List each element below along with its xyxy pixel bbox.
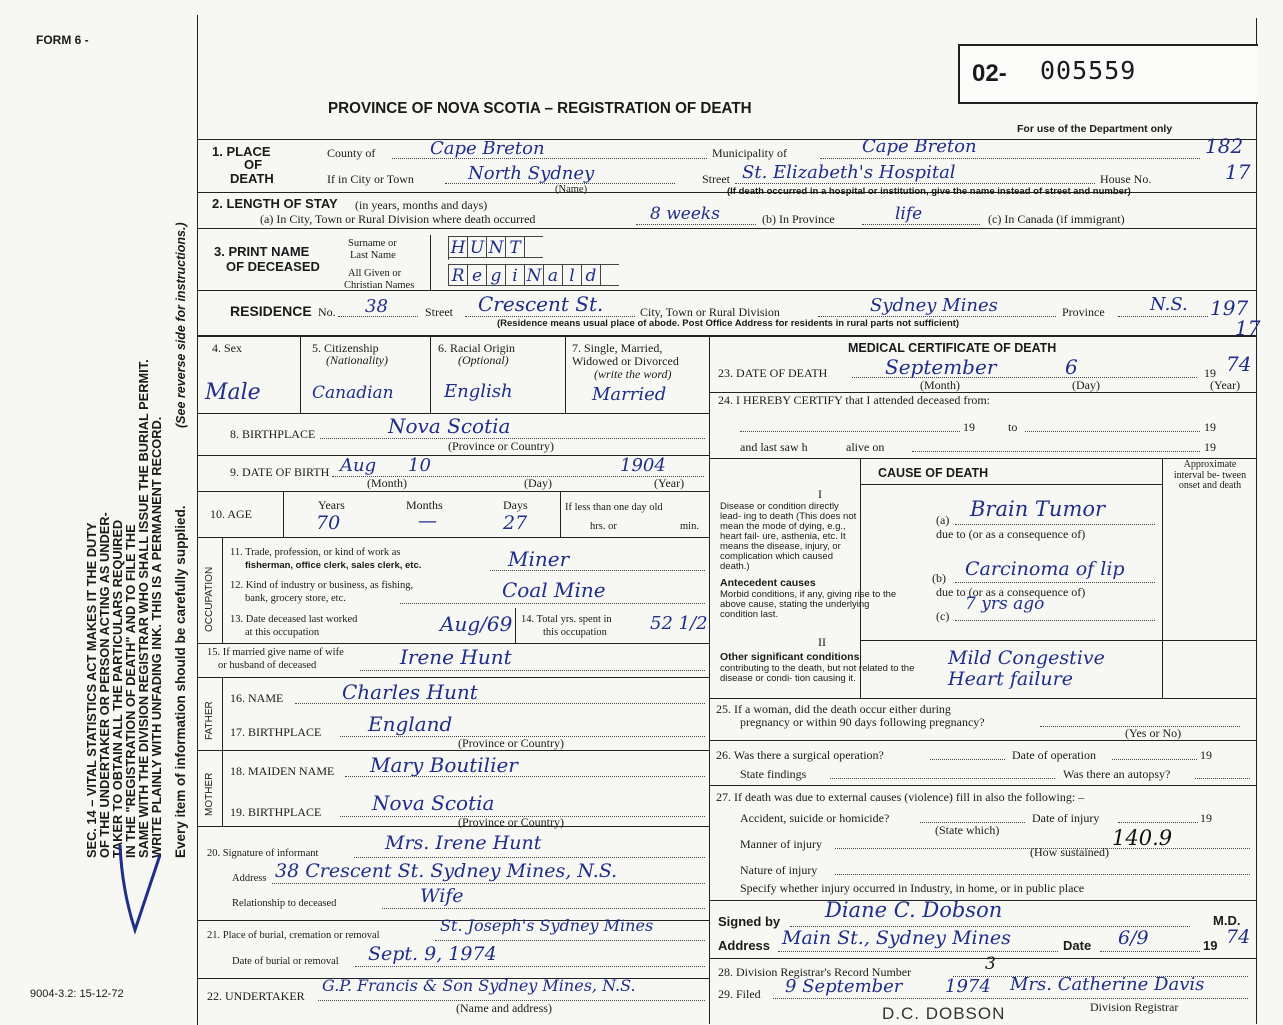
state-which-caption: (State which) [935, 823, 1000, 837]
specify-injury-label: Specify whether injury occurred in Industry, in home, or in public place [740, 881, 1085, 895]
nature-injury-label: Nature of injury [740, 863, 818, 877]
other-conditions-label: Other significant conditions [720, 651, 860, 663]
external-causes-label: 27. If death was due to external causes (violence) fill in also the following: – [716, 790, 1085, 804]
father-name-label: 16. NAME [230, 691, 284, 705]
registrar-signature: Mrs. Catherine Davis [1010, 974, 1205, 995]
division-registrar-caption: Division Registrar [1090, 1000, 1179, 1014]
residence-label: RESIDENCE [230, 303, 312, 319]
given-letter-box: e [467, 264, 486, 286]
father-birthplace-label: 17. BIRTHPLACE [230, 725, 322, 739]
autopsy-label: Was there an autopsy? [1063, 767, 1171, 781]
approximate-interval-label: Approximate interval be- tween onset and death [1173, 459, 1247, 491]
print-name-label: 3. PRINT NAME [214, 244, 310, 259]
date-injury-label: Date of injury [1032, 811, 1100, 825]
nationality-label: (Nationality) [326, 353, 388, 367]
birthplace-label: 8. BIRTHPLACE [230, 427, 316, 441]
morbid-description: Morbid conditions, if any, giving rise to the above cause, stating the underlying condition last. [720, 589, 897, 620]
birthplace-value: Nova Scotia [388, 414, 511, 438]
roman-one: I [818, 487, 822, 501]
surname-letter-box: U [467, 236, 486, 258]
form-title: PROVINCE OF NOVA SCOTIA – REGISTRATION OF DEATH [328, 100, 752, 117]
informant-label: 20. Signature of informant [207, 848, 319, 859]
disease-description: Disease or condition directly lead- ing to death (This does not mean the mode of dying, e.g., heart fail- ure, asthenia, etc. It means the disease, injury, or complication which caused death.) [720, 501, 857, 572]
trade-value: Miner [508, 547, 570, 571]
age-label: 10. AGE [210, 507, 252, 521]
min-label: min. [680, 521, 699, 532]
last-worked-value: Aug/69 [440, 612, 513, 636]
woman-label-2: pregnancy or within 90 days following pregnancy? [740, 715, 985, 729]
hospital-note: (If death occurred in a hospital or institution, give the name instead of street and number) [727, 186, 1131, 197]
house-label: House No. [1100, 172, 1152, 186]
side-instruction-5: SAME WITH THE DIVISION REGISTRAR WHO SHALL ISSUE THE BURIAL PERMIT. [136, 359, 151, 858]
industry-label-2: bank, grocery store, etc. [245, 593, 346, 604]
residence-city-value: Sydney Mines [870, 295, 998, 316]
record-number-value: 3 [985, 954, 996, 974]
antecedent-label: Antecedent causes [720, 577, 816, 589]
signed-by-label: Signed by [718, 914, 781, 929]
county-value: Cape Breton [430, 138, 545, 159]
given-letter-box: i [505, 264, 524, 286]
burial-date-label: Date of burial or removal [232, 956, 339, 967]
roman-two: II [818, 635, 826, 649]
residence-province-value: N.S. [1150, 294, 1188, 315]
last-saw-label: and last saw h [740, 440, 808, 454]
surgical-label: 26. Was there a surgical operation? [716, 748, 884, 762]
age-months-value: — [418, 510, 437, 532]
dob-year-caption: (Year) [654, 476, 685, 490]
undertaker-label: 22. UNDERTAKER [207, 989, 305, 1003]
given-label: All Given or [348, 268, 402, 279]
sign-address-value: Main St., Sydney Mines [782, 927, 1011, 949]
racial-value: English [444, 381, 513, 402]
surname-letter-box: N [486, 236, 505, 258]
manner-injury-label: Manner of injury [740, 837, 822, 851]
certify-to-19: 19 [1204, 420, 1216, 434]
mother-side-label: MOTHER [204, 772, 215, 816]
place-label: 1. PLACE [212, 144, 271, 159]
father-side-label: FATHER [204, 701, 215, 740]
length-a-label: (a) In City, Town or Rural Division where death occurred [260, 212, 536, 226]
registration-prefix: 02- [972, 60, 1007, 87]
residence-city-label: City, Town or Rural Division [640, 305, 780, 319]
burial-date-value: Sept. 9, 1974 [368, 943, 497, 965]
dept-code-1: 182 [1205, 134, 1244, 158]
industry-value: Coal Mine [502, 578, 606, 602]
certify-to: to [1008, 420, 1018, 434]
due-to-1: due to (or as a consequence of) [936, 527, 1086, 541]
mother-birthplace-caption: (Province or Country) [458, 815, 564, 829]
wife-label-1: 15. If married give name of wife [207, 647, 344, 658]
age-days-label: Days [503, 498, 528, 512]
death-month-caption: (Month) [920, 378, 960, 392]
length-b-label: (b) In Province [762, 212, 835, 226]
sign-address-label: Address [718, 938, 771, 953]
residence-no-value: 38 [365, 296, 388, 317]
surname-label: Surname or [348, 238, 397, 249]
side-every-item: Every item of information should be carefully supplied. [173, 505, 188, 858]
street-label: Street [702, 172, 730, 186]
cause-of-death-title: CAUSE OF DEATH [878, 466, 989, 480]
surname-letter-box [524, 236, 543, 258]
total-years-label-1: 14. Total yrs. spent in [521, 614, 612, 625]
industry-label-1: 12. Kind of industry or business, as fishing, [230, 580, 414, 591]
mother-maiden-value: Mary Boutilier [370, 753, 518, 777]
filed-date-value: 9 September [785, 976, 903, 997]
stay-province-value: life [895, 204, 923, 224]
sex-label: 4. Sex [212, 341, 242, 355]
death-day-value: 6 [1065, 355, 1078, 379]
place-of-label: OF [244, 157, 263, 172]
due-to-2: due to (or as a consequence of) [936, 585, 1086, 599]
sign-year-prefix: 19 [1203, 938, 1218, 953]
wife-label-2: or husband of deceased [218, 660, 317, 671]
age-days-value: 27 [503, 512, 528, 534]
accident-label: Accident, suicide or homicide? [740, 811, 890, 825]
sex-value: Male [205, 380, 261, 405]
trade-label-1: 11. Trade, profession, or kind of work as [230, 547, 401, 558]
relationship-value: Wife [420, 885, 464, 907]
cause-b-marker: (b) [932, 571, 946, 585]
dept-code-2: 17 [1225, 160, 1251, 184]
dob-year-value: 1904 [620, 455, 666, 476]
given-letter-box: g [486, 264, 505, 286]
birthplace-caption: (Province or Country) [448, 439, 554, 453]
cause-b2-value: 7 yrs ago [965, 594, 1045, 614]
stay-city-value: 8 weeks [650, 204, 720, 224]
how-sustained-caption: (How sustained) [1030, 845, 1109, 859]
alive-on-label: alive on [846, 440, 885, 454]
of-deceased-label: OF DECEASED [226, 259, 320, 274]
operation-19: 19 [1200, 748, 1212, 762]
given-letter-box [600, 264, 619, 286]
signed-by-value: Diane C. Dobson [825, 898, 1003, 922]
racial-label: 6. Racial Origin [438, 341, 515, 355]
given-letter-box: l [562, 264, 581, 286]
date-operation-label: Date of operation [1012, 748, 1096, 762]
citizenship-label: 5. Citizenship [312, 341, 379, 355]
burial-place-value: St. Joseph's Sydney Mines [440, 916, 654, 935]
last-name-label: Last Name [350, 250, 396, 261]
given-letter-box: N [524, 264, 543, 286]
surname-letter-box: T [505, 236, 524, 258]
death-year-value: 74 [1226, 352, 1252, 376]
occupation-side-label: OCCUPATION [204, 566, 215, 632]
residence-province-label: Province [1062, 305, 1105, 319]
father-birthplace-caption: (Province or Country) [458, 736, 564, 750]
christian-label: Christian Names [344, 280, 415, 291]
marital-value: Married [592, 384, 667, 405]
sign-date-value: 6/9 [1118, 927, 1149, 949]
death-year-prefix: 19 [1204, 366, 1216, 380]
registration-number-box [958, 44, 1258, 104]
dept-code-3: 197 [1210, 296, 1249, 320]
other-condition-1: Mild Congestive [948, 647, 1105, 669]
last-worked-label-1: 13. Date deceased last worked [230, 614, 358, 625]
side-instruction-4: IN THE "REGISTRATION OF DEATH" AND TO FILE THE [123, 524, 138, 858]
less-day-label: If less than one day old [565, 502, 663, 513]
manner-code-value: 140.9 [1112, 826, 1173, 850]
department-use: For use of the Department only [1017, 123, 1173, 135]
marital-label-2: Widowed or Divorced [572, 354, 679, 368]
death-year-caption: (Year) [1210, 378, 1241, 392]
death-day-caption: (Day) [1072, 378, 1100, 392]
mother-birthplace-value: Nova Scotia [372, 791, 495, 815]
informant-address-value: 38 Crescent St. Sydney Mines, N.S. [275, 860, 618, 882]
dept-code-4: 17 [1235, 316, 1261, 340]
name-caption: (Name) [555, 184, 588, 195]
alive-on-19: 19 [1204, 440, 1216, 454]
age-years-value: 70 [316, 512, 341, 534]
death-month-value: September [885, 355, 997, 379]
dob-day-caption: (Day) [524, 476, 552, 490]
mother-birthplace-label: 19. BIRTHPLACE [230, 805, 322, 819]
side-instruction-3: TAKER TO OBTAIN ALL THE PARTICULARS REQUIRED [110, 519, 125, 858]
city-value: North Sydney [468, 163, 595, 184]
place-death-label: DEATH [230, 171, 274, 186]
burial-place-label: 21. Place of burial, cremation or removal [207, 930, 380, 941]
trade-label-2: fisherman, office clerk, sales clerk, etc. [245, 560, 422, 571]
dob-day-value: 10 [408, 455, 431, 476]
filed-label: 29. Filed [718, 987, 761, 1001]
surname-letter-box: H [448, 236, 467, 258]
relationship-label: Relationship to deceased [232, 898, 337, 909]
other-conditions-description: contributing to the death, but not related to the disease or condi- tion causing it. [720, 663, 915, 684]
total-years-value: 52 1/2 [650, 613, 708, 634]
residence-street-value: Crescent St. [478, 292, 604, 316]
municipality-value: Cape Breton [862, 136, 977, 157]
side-instruction-6: WRITE PLAINLY WITH UNFADING INK. THIS IS A PERMANENT RECORD. [149, 416, 164, 858]
undertaker-caption: (Name and address) [456, 1001, 552, 1015]
optional-label: (Optional) [458, 353, 509, 367]
cause-a-value: Brain Tumor [970, 497, 1106, 521]
side-see-reverse: (See reverse side for instructions.) [174, 222, 188, 428]
record-number-label: 28. Division Registrar's Record Number [718, 965, 912, 979]
check-mark [100, 830, 180, 940]
other-condition-2: Heart failure [948, 668, 1073, 690]
street-value: St. Elizabeth's Hospital [742, 162, 956, 183]
undertaker-value: G.P. Francis & Son Sydney Mines, N.S. [322, 976, 636, 995]
age-months-label: Months [406, 498, 443, 512]
father-birthplace-value: England [368, 712, 453, 736]
length-note: (in years, months and days) [355, 198, 488, 212]
certify-from-19: 19 [963, 420, 975, 434]
form-number: FORM 6 - [36, 33, 89, 47]
state-findings-label: State findings [740, 767, 807, 781]
dob-month-value: Aug [340, 455, 377, 476]
date-of-death-label: 23. DATE OF DEATH [718, 366, 828, 380]
md-label: M.D. [1213, 913, 1241, 928]
dob-label: 9. DATE OF BIRTH [230, 465, 330, 479]
stamp-dobson: D.C. DOBSON [882, 1004, 1006, 1023]
registration-number: 005559 [1040, 56, 1137, 85]
city-label: If in City or Town [327, 172, 414, 186]
dob-month-caption: (Month) [367, 476, 407, 490]
marital-label-1: 7. Single, Married, [572, 341, 663, 355]
sign-date-label: Date [1063, 938, 1092, 953]
form-code: 9004-3.2: 15-12-72 [30, 988, 124, 1000]
father-name-value: Charles Hunt [342, 680, 478, 704]
residence-no-label: No. [318, 305, 336, 319]
woman-label-1: 25. If a woman, did the death occur either during [716, 702, 951, 716]
last-worked-label-2: at this occupation [245, 627, 320, 638]
given-letter-box: d [581, 264, 600, 286]
mother-maiden-label: 18. MAIDEN NAME [230, 764, 335, 778]
marital-label-3: (write the word) [594, 367, 672, 381]
residence-street-label: Street [425, 305, 453, 319]
medical-certificate-title: MEDICAL CERTIFICATE OF DEATH [848, 341, 1057, 355]
age-years-label: Years [318, 498, 345, 512]
hrs-label: hrs. or [590, 521, 617, 532]
side-instruction-2: OF THE UNDERTAKER OR PERSON ACTING AS UNDER- [97, 512, 112, 858]
residence-note: (Residence means usual place of abode. Post Office Address for residents in rural parts not sufficient) [497, 318, 960, 329]
yes-no-caption: (Yes or No) [1125, 726, 1182, 740]
cause-b-value: Carcinoma of lip [965, 558, 1125, 580]
side-instruction-1: SEC. 14 – VITAL STATISTICS ACT MAKES IT THE DUTY [84, 522, 99, 858]
citizenship-value: Canadian [312, 383, 394, 403]
given-letter-box: a [543, 264, 562, 286]
informant-address-label: Address [232, 873, 267, 884]
sign-year-value: 74 [1226, 926, 1251, 948]
total-years-label-2: this occupation [543, 627, 607, 638]
wife-value: Irene Hunt [400, 645, 512, 669]
cause-c-marker: (c) [936, 609, 950, 623]
length-label: 2. LENGTH OF STAY [212, 196, 338, 211]
informant-value: Mrs. Irene Hunt [385, 832, 542, 854]
municipality-label: Municipality of [712, 146, 787, 160]
length-c-label: (c) In Canada (if immigrant) [988, 212, 1125, 226]
filed-year-value: 1974 [945, 976, 991, 997]
certify-label: 24. I HEREBY CERTIFY that I attended deceased from: [718, 393, 990, 407]
given-letter-box: R [448, 264, 467, 286]
cause-a-marker: (a) [936, 513, 950, 527]
injury-19: 19 [1200, 811, 1212, 825]
county-label: County of [327, 146, 376, 160]
